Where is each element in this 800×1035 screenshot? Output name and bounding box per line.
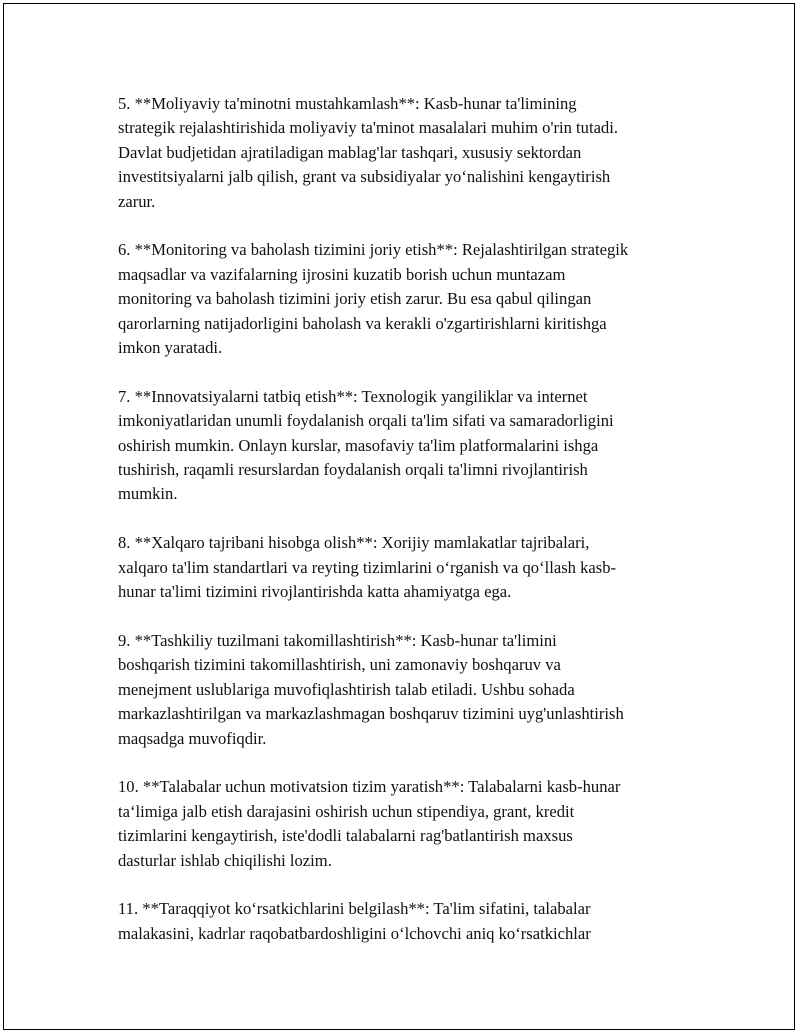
paragraph — [118, 629, 698, 751]
paragraph — [118, 92, 698, 214]
text-line: tushirish, raqamli resurslardan foydalanish orqali ta'limni rivojlantirish — [118, 460, 588, 480]
text-line: Davlat budjetidan ajratiladigan mablag'lar tashqari, xususiy sektordan — [118, 142, 582, 162]
text-line: boshqarish tizimini takomillashtirish, uni zamonaviy boshqaruv va — [118, 655, 561, 675]
text-line: oshirish mumkin. Onlayn kurslar, masofaviy ta'lim platformalarini ishga — [118, 435, 599, 455]
text-line: markazlashtirilgan va markazlashmagan boshqaruv tizimini uyg'unlashtirish — [118, 704, 624, 724]
text-line: 5. **Moliyaviy ta'minotni mustahkamlash**: Kasb-hunar ta'limining — [118, 94, 577, 113]
text-line: strategik rejalashtirishida moliyaviy ta'minot masalalari muhim o'rin tutadi. — [118, 118, 618, 138]
text-line: investitsiyalarni jalb qilish, grant va subsidiyalar yoʻnalishini kengaytirish — [118, 167, 611, 187]
text-line: dasturlar ishlab chiqilishi lozim. — [118, 850, 332, 870]
text-line: xalqaro ta'lim standartlari va reyting tizimlarini oʻrganish va qoʻllash kasb- — [118, 557, 617, 577]
text-line: 6. **Monitoring va baholash tizimini joriy etish**: Rejalashtirilgan strategik — [118, 240, 629, 260]
paragraph — [118, 775, 698, 873]
text-line: monitoring va baholash tizimini joriy etish zarur. Bu esa qabul qilingan — [118, 289, 592, 309]
text-line: imkon yaratadi. — [118, 338, 223, 358]
text-line: tizimlarini kengaytirish, iste'dodli talabalarni rag'batlantirish maxsus — [118, 826, 573, 846]
text-line: menejment uslublariga muvofiqlashtirish talab etiladi. Ushbu sohada — [118, 679, 575, 699]
paragraph — [118, 385, 698, 507]
text-line: taʻlimiga jalb etish darajasini oshirish uchun stipendiya, grant, kredit — [118, 801, 575, 821]
text-line: hunar ta'limi tizimini rivojlantirishda katta ahamiyatga ega. — [118, 582, 512, 602]
document-body — [118, 92, 698, 971]
text-line: qarorlarning natijadorligini baholash va kerakli o'zgartirishlarni kiritishga — [118, 313, 607, 333]
text-line: maqsadga muvofiqdir. — [118, 728, 267, 748]
text-line: 9. **Tashkiliy tuzilmani takomillashtirish**: Kasb-hunar ta'limini — [118, 630, 557, 650]
paragraph — [118, 897, 698, 946]
paragraph — [118, 238, 698, 360]
text-line: 10. **Talabalar uchun motivatsion tizim yaratish**: Talabalarni kasb-hunar — [118, 777, 621, 797]
text-line: malakasini, kadrlar raqobatbardoshligini oʻlchovchi aniq koʻrsatkichlar — [118, 923, 591, 943]
text-line: 8. **Xalqaro tajribani hisobga olish**: Xorijiy mamlakatlar tajribalari, — [118, 533, 590, 553]
paragraph — [118, 531, 698, 604]
text-line: mumkin. — [118, 484, 178, 504]
text-line: maqsadlar va vazifalarning ijrosini kuzatib borish uchun muntazam — [118, 264, 566, 284]
text-line: imkoniyatlaridan unumli foydalanish orqali ta'lim sifati va samaradorligini — [118, 411, 614, 431]
text-line: 11. **Taraqqiyot koʻrsatkichlarini belgilash**: Ta'lim sifatini, talabalar — [118, 899, 591, 919]
text-line: 7. **Innovatsiyalarni tatbiq etish**: Texnologik yangiliklar va internet — [118, 386, 588, 406]
text-line: zarur. — [118, 191, 156, 211]
